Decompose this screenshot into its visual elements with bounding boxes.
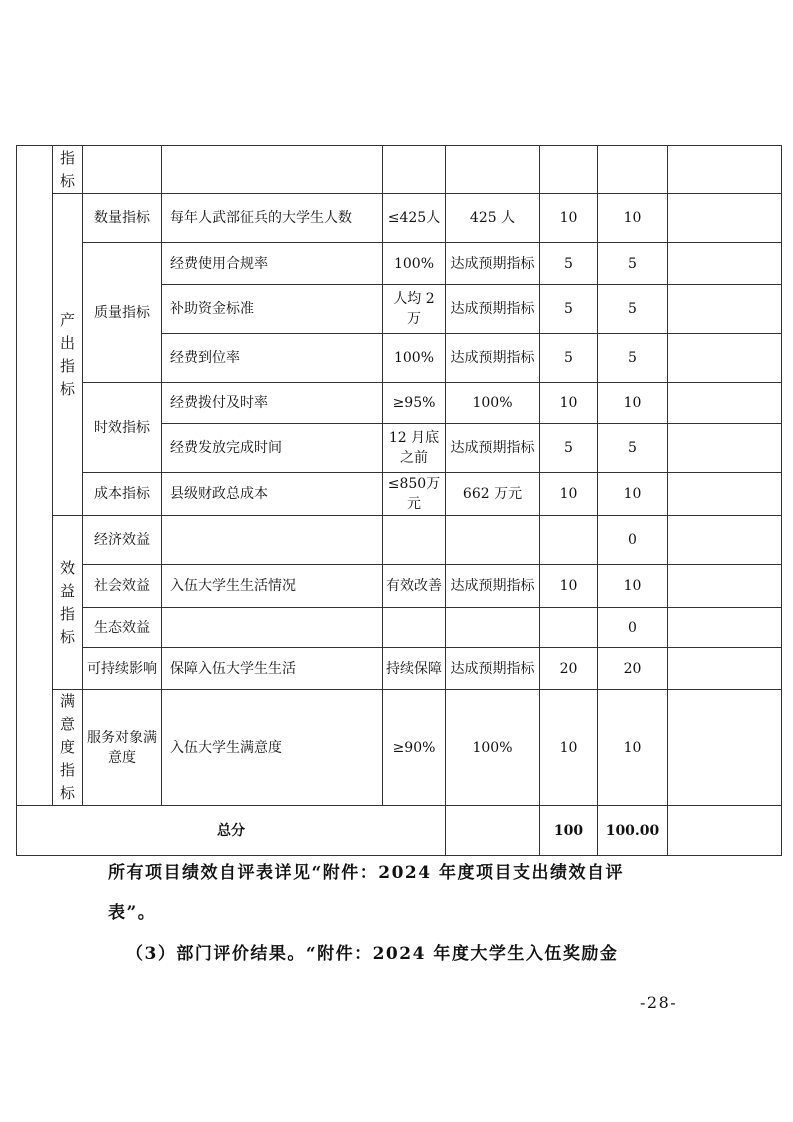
score-cell: 5	[598, 243, 668, 285]
item-cell: 入伍大学生生活情况	[162, 565, 383, 608]
note-cell	[668, 194, 782, 243]
score-cell: 20	[598, 648, 668, 690]
score-cell: 5	[598, 424, 668, 473]
paragraph-line: 所有项目绩效自评表详见“附件：2024 年度项目支出绩效自评	[108, 863, 625, 883]
target-cell: 100%	[383, 243, 446, 285]
level1-cell	[17, 146, 53, 806]
sub-cell: 社会效益	[83, 565, 162, 608]
score-cell: 0	[598, 608, 668, 648]
note-cell	[668, 424, 782, 473]
target-cell	[383, 608, 446, 648]
total-weight: 100	[540, 806, 598, 856]
note-cell	[668, 648, 782, 690]
target-cell: 持续保障	[383, 648, 446, 690]
note-cell	[668, 334, 782, 383]
sub-cell: 服务对象满意度	[83, 690, 162, 806]
sub-cell: 数量指标	[83, 194, 162, 243]
table-row	[17, 565, 782, 608]
note-cell	[668, 516, 782, 565]
score-cell: 10	[598, 473, 668, 516]
target-cell: ≥90%	[383, 690, 446, 806]
score-cell: 10	[598, 383, 668, 424]
score-cell: 5	[598, 334, 668, 383]
target-cell: 100%	[383, 334, 446, 383]
item-cell: 入伍大学生满意度	[162, 690, 383, 806]
actual-cell	[446, 516, 540, 565]
sub-cell: 可持续影响	[83, 648, 162, 690]
table-row	[17, 608, 782, 648]
item-cell: 经费使用合规率	[162, 243, 383, 285]
weight-cell	[540, 608, 598, 648]
item-cell: 经费到位率	[162, 334, 383, 383]
weight-cell: 10	[540, 383, 598, 424]
actual-cell: 425 人	[446, 194, 540, 243]
table-row	[17, 243, 782, 285]
performance-table	[16, 145, 782, 856]
sub-cell: 质量指标	[83, 243, 162, 383]
weight-cell	[540, 516, 598, 565]
score-cell: 5	[598, 285, 668, 334]
item-cell: 县级财政总成本	[162, 473, 383, 516]
score-cell: 10	[598, 690, 668, 806]
item-cell: 保障入伍大学生生活	[162, 648, 383, 690]
sub-cell: 经济效益	[83, 516, 162, 565]
table-row	[17, 473, 782, 516]
table-row	[17, 146, 782, 194]
actual-cell: 达成预期指标	[446, 565, 540, 608]
table-row	[17, 194, 782, 243]
actual-cell	[446, 608, 540, 648]
actual-cell: 达成预期指标	[446, 285, 540, 334]
weight-cell: 10	[540, 690, 598, 806]
target-cell: ≤425人	[383, 194, 446, 243]
category-satisfaction: 满意度指标	[53, 690, 83, 806]
note-cell	[668, 383, 782, 424]
total-label: 总分	[17, 806, 446, 856]
target-cell: 有效改善	[383, 565, 446, 608]
sub-cell: 成本指标	[83, 473, 162, 516]
paragraph-line: 表”。	[108, 903, 157, 923]
score-cell: 0	[598, 516, 668, 565]
note-cell	[668, 608, 782, 648]
actual-cell: 达成预期指标	[446, 424, 540, 473]
actual-cell: 达成预期指标	[446, 648, 540, 690]
table-row	[17, 648, 782, 690]
target-cell	[383, 516, 446, 565]
table-row	[17, 383, 782, 424]
score-cell: 10	[598, 194, 668, 243]
item-cell	[162, 516, 383, 565]
weight-cell: 20	[540, 648, 598, 690]
note-cell	[668, 565, 782, 608]
note-cell	[668, 690, 782, 806]
item-cell: 经费拨付及时率	[162, 383, 383, 424]
paragraph-line: （3）部门评价结果。“附件：2024 年度大学生入伍奖励金	[126, 944, 619, 964]
category-benefit: 效益指标	[53, 516, 83, 690]
page-number: -28-	[640, 993, 678, 1012]
weight-cell: 10	[540, 194, 598, 243]
total-row	[17, 806, 782, 856]
total-score: 100.00	[598, 806, 668, 856]
sub-cell: 时效指标	[83, 383, 162, 473]
actual-cell: 662 万元	[446, 473, 540, 516]
note-cell	[668, 285, 782, 334]
weight-cell: 5	[540, 424, 598, 473]
target-cell: 12 月底之前	[383, 424, 446, 473]
target-cell: ≤850万元	[383, 473, 446, 516]
actual-cell: 100%	[446, 383, 540, 424]
weight-cell: 10	[540, 473, 598, 516]
item-cell: 经费发放完成时间	[162, 424, 383, 473]
weight-cell: 10	[540, 565, 598, 608]
item-cell: 每年人武部征兵的大学生人数	[162, 194, 383, 243]
actual-cell: 达成预期指标	[446, 243, 540, 285]
weight-cell: 5	[540, 334, 598, 383]
category-cell: 指标	[53, 146, 83, 194]
table-row	[17, 690, 782, 806]
weight-cell: 5	[540, 243, 598, 285]
actual-cell: 100%	[446, 690, 540, 806]
table-row	[17, 516, 782, 565]
target-cell: 人均 2 万	[383, 285, 446, 334]
target-cell: ≥95%	[383, 383, 446, 424]
note-cell	[668, 473, 782, 516]
item-cell: 补助资金标准	[162, 285, 383, 334]
weight-cell: 5	[540, 285, 598, 334]
sub-cell: 生态效益	[83, 608, 162, 648]
note-cell	[668, 243, 782, 285]
actual-cell: 达成预期指标	[446, 334, 540, 383]
category-output: 产出指标	[53, 194, 83, 516]
item-cell	[162, 608, 383, 648]
score-cell: 10	[598, 565, 668, 608]
